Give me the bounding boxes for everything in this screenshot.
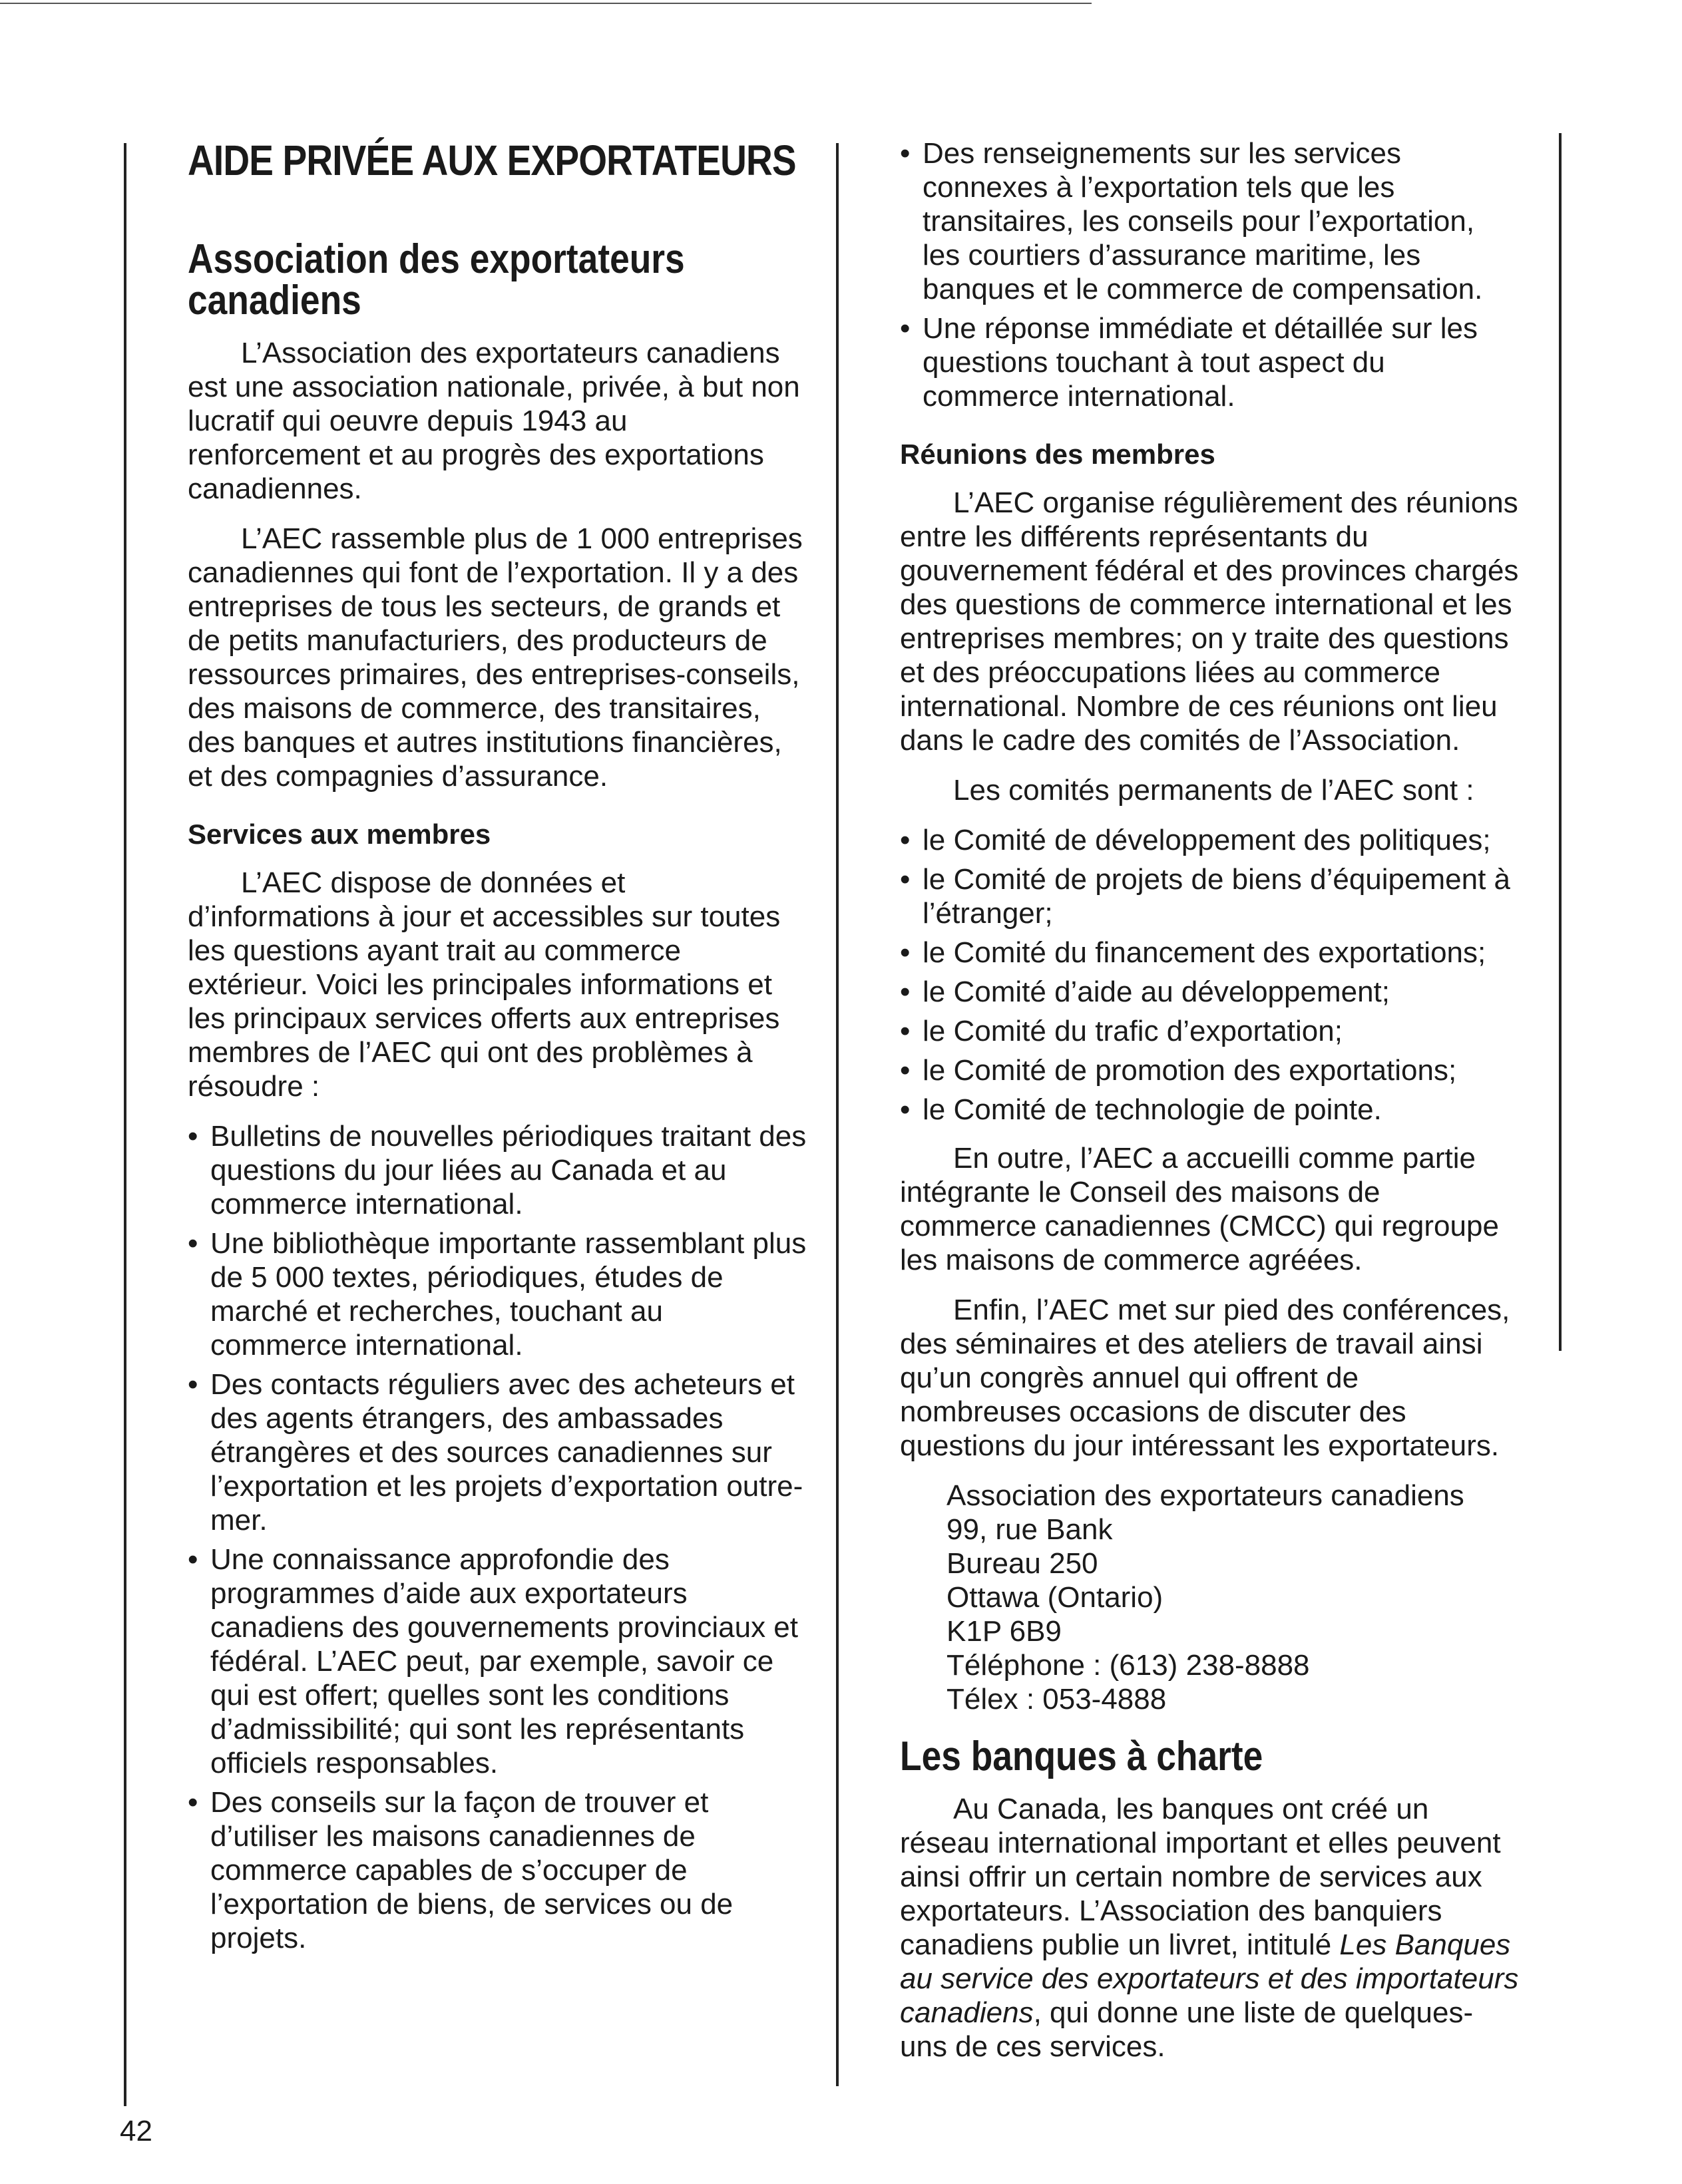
booklet-title: Les Banques au service des exportateurs et des importateurs canadiens: [900, 1928, 1519, 2029]
list-item: • le Comité du trafic d’exportation;: [900, 1014, 1519, 1048]
list-item: • Des conseils sur la façon de trouver et d’utiliser les maisons canadiennes de commerce capables de s’occuper de l’exportation de biens, de services ou de projets.: [188, 1785, 807, 1955]
address-line: 99, rue Bank: [946, 1513, 1113, 1546]
list-item: • le Comité de projets de biens d’équipement à l’étranger;: [900, 862, 1519, 930]
right-column-rule: [1559, 133, 1562, 1351]
banks-text-start: Au Canada, les banques ont créé un réseau international important et elles peuvent ainsi offrir un certain nombre de services aux exportateurs. L’Association des banquiers canadiens publie un livret, intitulé: [900, 1793, 1501, 1961]
paragraph-cmcc: En outre, l’AEC a accueilli comme partie intégrante le Conseil des maisons de commerce canadiennes (CMCC) qui regroupe les maisons de commerce agréées.: [900, 1142, 1499, 1276]
paragraph-services-intro: L’AEC dispose de données et d’informations à jour et accessibles sur toutes les questions ayant trait au commerce extérieur. Voici les principales informations et les principaux services offerts aux entreprises membres de l’AEC qui ont des problèmes à résoudre :: [188, 866, 781, 1103]
paragraph-meetings: L’AEC organise régulièrement des réunions entre les différents représentants du gouvernement fédéral et des provinces chargés des questions de commerce international et les entreprises membres; on y traite des questions et des préoccupations liées au commerce international. Nombre de ces réunions ont lieu dans le cadre des comités de l’Association.: [900, 486, 1519, 757]
subheading-meetings: Réunions des membres: [900, 439, 1215, 470]
page-title: AIDE PRIVÉE AUX EXPORTATEURS: [188, 136, 796, 184]
list-item: • le Comité de développement des politiques;: [900, 823, 1519, 857]
list-item: • le Comité du financement des exportations;: [900, 936, 1519, 970]
banks-text-end: , qui donne une liste de quelques-uns de ces services.: [900, 1996, 1474, 2063]
top-rule: [0, 3, 1092, 4]
services-list-continued: [900, 136, 1519, 413]
address-block: [900, 1479, 1519, 1716]
right-column: [900, 136, 1519, 2080]
address-line: Télex : 053-4888: [946, 1683, 1167, 1716]
list-item: • Une bibliothèque importante rassemblant plus de 5 000 textes, périodiques, études de marché et recherches, touchant au commerce international.: [188, 1226, 807, 1362]
list-item: • Bulletins de nouvelles périodiques traitant des questions du jour liées au Canada et au commerce international.: [188, 1119, 807, 1221]
address-line: Téléphone : (613) 238-8888: [946, 1649, 1310, 1682]
paragraph-committees-intro: Les comités permanents de l’AEC sont :: [953, 774, 1474, 807]
middle-column-rule: [836, 143, 839, 2086]
address-line: Ottawa (Ontario): [946, 1581, 1163, 1614]
address-line: K1P 6B9: [946, 1615, 1062, 1648]
subheading-services: Services aux membres: [188, 819, 491, 850]
paragraph-conferences: Enfin, l’AEC met sur pied des conférences, des séminaires et des ateliers de travail ainsi qu’un congrès annuel qui offrent de nombreuses occasions de discuter des questions du jour intéressant les exportateurs.: [900, 1294, 1510, 1462]
list-item: • Une réponse immédiate et détaillée sur les questions touchant à tout aspect du commerce international.: [900, 311, 1519, 413]
committees-list: [900, 823, 1519, 1127]
list-item: • le Comité de promotion des exportations;: [900, 1053, 1519, 1087]
paragraph-members: L’AEC rassemble plus de 1 000 entreprises canadiennes qui font de l’exportation. Il y a des entreprises de tous les secteurs, de grands et de petits manufacturiers, des producteurs de ressources primaires, des entreprises-conseils, des maisons de commerce, des transitaires, des banques et autres institutions financières, et des compagnies d’assurance.: [188, 522, 803, 793]
left-column: [188, 136, 807, 1970]
list-item: • Une connaissance approfondie des programmes d’aide aux exportateurs canadiens des gouvernements provinciaux et fédéral. L’AEC peut, par exemple, savoir ce qui est offert; quelles sont les conditions d’admissibilité; qui sont les représentants officiels responsables.: [188, 1543, 807, 1780]
address-line: Association des exportateurs canadiens: [946, 1479, 1464, 1512]
section-heading-association: Association des exportateurs canadiens: [188, 236, 685, 323]
left-column-rule: [124, 143, 126, 2106]
list-item: • le Comité d’aide au développement;: [900, 975, 1519, 1009]
list-item: • le Comité de technologie de pointe.: [900, 1093, 1519, 1127]
paragraph-intro: L’Association des exportateurs canadiens est une association nationale, privée, à but non lucratif qui oeuvre depuis 1943 au renforcement et au progrès des exportations canadiennes.: [188, 337, 800, 505]
list-item: • Des renseignements sur les services connexes à l’exportation tels que les transitaires, les conseils pour l’exportation, les courtiers d’assurance maritime, les banques et le commerce de compensation.: [900, 136, 1519, 306]
address-line: Bureau 250: [946, 1547, 1098, 1580]
services-list: [188, 1119, 807, 1955]
section-heading-banks: Les banques à charte: [900, 1733, 1263, 1779]
list-item: • Des contacts réguliers avec des acheteurs et des agents étrangers, des ambassades étrangères et des sources canadiennes sur l’exportation et les projets d’exportation outre-mer.: [188, 1367, 807, 1537]
page-number: 42: [120, 2115, 152, 2147]
paragraph-banks: [900, 1792, 1519, 2064]
